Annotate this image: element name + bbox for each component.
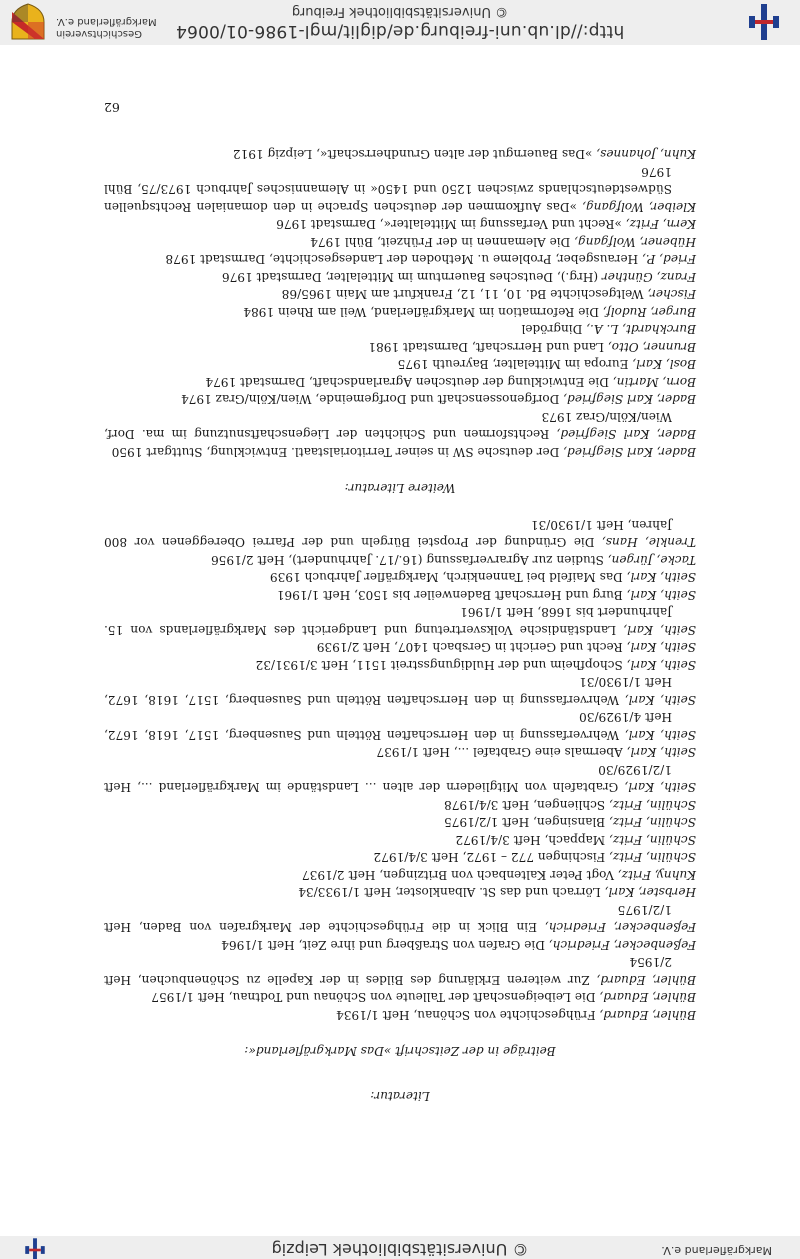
bibliography-entry [104,708,696,743]
section-heading: Literatur: [370,1089,430,1103]
bibliography-entry [104,285,696,303]
entry-author: Feßenbecker, Friedrich, [544,920,696,935]
entry-title: Herausgeber, Probleme u. Methoden der Landesgeschichte, Darmstadt 1978 [165,252,642,267]
bibliography-entry [104,761,696,796]
entry-title: Frühgeschichte von Schönau, Heft 1/1934 [336,1008,600,1022]
entry-title: Blansingen, Heft 1/2/1975 [443,815,610,830]
entry-title: Recht und Gericht in Gersbach 1407, Heft 2/1939 [316,640,627,655]
society-line-1: Geschichtsverein [56,28,142,39]
entry-title: Der deutsche SW in seiner Territorialstaatl. Entwicklung, Stuttgart 1950 [111,445,564,459]
entry-author: Bühler, Eduard, [599,1008,696,1022]
entry-author: Seith, Karl, [623,623,696,637]
entry-author: Seith, Karl, [626,570,696,585]
entry-title: Ein Blick in die Frühgeschichte der Markgrafen von Baden, Heft 1/2/1975 [104,903,672,935]
entry-title: »Recht und Verfassung im Mittelalter«, Darmstadt 1976 [276,217,626,232]
copyright-notice: © Universitätsbibliothek Freiburg [291,4,509,19]
bibliography-entry [104,813,696,831]
entry-title: Die Leibeigenschaft der Talleute von Schönau und Todtnau, Heft 1/1957 [151,990,600,1005]
entry-title: Die Reformation im Markgräflerland, Weil am Rhein 1984 [243,305,603,319]
bibliography-entry [104,373,696,391]
entry-title: Dorfgenossenschaft und Dorfgemeinde, Wien/Köln/Graz 1974 [180,392,564,407]
bibliography-entry [104,303,696,321]
source-url[interactable]: http://dl.ub.uni-freiburg.de/diglit/mgl-1986-01/0064 [175,21,625,41]
bibliography-entry [104,883,696,901]
entry-title: Europa im Mittelalter, Bayreuth 1975 [397,357,633,372]
bibliography-entry [104,250,696,268]
bibliography-entry [104,408,696,443]
entry-title: Rechtsformen und Schichten der Liegenschaftsnutzung im ma. Dorf, Wien/Köln/Graz 1973 [103,410,672,442]
entry-title: Lörrach und das St. Albankloster, Heft 1/1933/34 [298,885,605,900]
entry-author: Schülin, Fritz, [609,815,696,830]
society-name [56,15,157,39]
bibliography-entry [104,268,696,286]
neighbour-page-bar [0,1236,800,1259]
entry-title: Wehrverfassung in den Herrschaften Rötteln und Sausenberg, 1517, 1618, 1672, Heft 1/1930/31 [104,675,672,707]
bibliography-entry [104,743,696,761]
neighbour-page-copyright: © Universitätsbibliothek Leipzig [271,1240,529,1259]
entry-author: Seith, Karl, [626,588,696,602]
bibliography-entry [104,901,696,936]
bibliography-entry [104,1006,696,1024]
bibliography-entry [104,320,696,338]
society-line-2: Markgräflerland e.V. [56,16,157,27]
bibliography-entry [104,215,696,233]
entry-author: Kern, Fritz, [625,217,696,232]
neighbour-page-society: Markgräflerland e.V. [661,1244,772,1257]
entry-title: Dingrödel [521,322,587,337]
bibliography-entry [104,866,696,884]
bibliography-entry [104,145,696,163]
page-content [104,86,696,1104]
entry-author: Herbster, Karl, [604,885,696,900]
entry-title: Das Maifeld bei Tannenkirch, Markgräfler Jahrbuch 1939 [269,570,627,585]
entry-title: Studien zur Agrarverfassung (16./17. Jahrhundert), Heft 2/1956 [211,553,608,567]
entry-author: Seith, Karl, [626,640,696,655]
entry-author: Schülin, Fritz, [609,833,696,847]
entry-author: Bader, Karl Siegfried, [563,392,696,407]
bibliography-entry [104,551,696,569]
entry-author: Bader, Karl Siegfried, [556,427,696,442]
entry-title: Wehrverfassung in den Herrschaften Rötteln und Sausenberg, 1517, 1618, 1672, Heft 4/1929/30 [104,710,672,742]
bibliography-entry [104,443,696,461]
journal-subheading: Beiträge in der Zeitschrift »Das Markgräflerland«: [244,1044,556,1059]
entry-title: Weltgeschichte Bd. 10, 11, 12, Frankfurt am Main 1965/68 [281,287,648,302]
bibliography-entry [104,953,696,988]
bibliography-entry [104,848,696,866]
entry-title: Zur weiteren Erklärung des Bildes in der Kapelle zu Schönenbuchen, Heft 2/1954 [104,955,672,987]
entry-title: »Das Aufkommen der deutschen Sprache in den domanialen Rechtsquellen Südwestdeutschlands zwischen 1250 und 1450« in Alemannisches Jahrbuch 1973/75, Bühl 1976 [103,165,672,214]
bibliography-entry [104,390,696,408]
bibliography-entry [104,586,696,604]
bibliography-entry [104,163,696,216]
entry-author: Burckhardt, L. A., [586,322,696,337]
entry-author: Schülin, Fritz, [609,798,696,812]
entry-title: Schliengen, Heft 3/4/1978 [444,798,610,812]
entry-title: Abermals eine Grabtafel ..., Heft 1/1937 [376,745,627,760]
further-bibliography [104,145,696,460]
entry-author: Kuhny, Fritz, [617,868,696,882]
bibliography-entry [104,936,696,954]
entry-title: Die Alemannen in der Frühzeit, Bühl 1974 [310,235,575,249]
bibliography-entry [104,638,696,656]
bibliography-entry [104,355,696,373]
entry-author: Burger, Rudolf, [602,305,696,319]
entry-author: Fischer, [647,287,696,302]
coat-of-arms-icon [8,2,48,42]
entry-title: (Hrg.), Deutsches Bauerntum im Mittelalter, Darmstadt 1976 [221,270,602,284]
entry-title: Die Gründung der Propstei Bürgeln und der Pfarrei Obereggenen vor 800 Jahren, Heft 1/1930/31 [104,518,672,550]
entry-author: Seith, Karl, [624,780,696,795]
entry-author: Seith, Karl, [626,658,696,672]
bibliography-entry [104,831,696,849]
entry-author: Seith, Karl, [626,745,696,760]
entry-title: Schopfheim und der Huldigungsstreit 1511, Heft 3/1931/32 [255,658,627,672]
entry-author: Seith, Karl, [624,693,696,707]
entry-title: Grabtafeln von Mitgliedern der alten ... Landstände im Markgräflerland ..., Heft 1/2/1929/30 [104,763,672,795]
bibliography-entry [104,673,696,708]
journal-bibliography [104,516,696,1024]
entry-title: Burg und Herrschaft Badenweiler bis 1503, Heft 1/1961 [276,588,627,602]
entry-author: Hübener, Wolfgang, [574,235,696,249]
entry-author: Kuhn, Johannes, [596,147,696,162]
entry-title: Vogt Peter Kaltenbach von Britzingen, Heft 2/1937 [301,868,618,882]
entry-author: Franz, Günther [601,270,696,284]
further-literature-heading: Weitere Literatur: [344,481,456,496]
bibliography-entry [104,988,696,1006]
entry-title: Die Entwicklung der deutschen Agrarlandschaft, Darmstadt 1974 [205,375,613,389]
entry-author: Kleiber, Wolfgang, [582,200,696,214]
entry-author: Bühler, Eduard, [596,973,696,987]
ub-freiburg-logo-icon [22,1237,48,1259]
bibliography-entry [104,516,696,551]
bibliography-entry [104,568,696,586]
entry-author: Seith, Karl, [624,728,696,742]
entry-author: Brunner, Otto, [607,340,696,354]
entry-title: Fischingen 772 – 1972, Heft 3/4/1972 [373,850,610,865]
bibliography-entry [104,603,696,638]
entry-title: Die Grafen von Straßberg und ihre Zeit, Heft 1/1964 [221,938,549,952]
page-number: 62 [104,100,120,115]
bibliography-entry [104,338,696,356]
entry-author: Born, Martin, [612,375,696,389]
entry-author: Schülin, Fritz, [609,850,696,865]
entry-title: Landständische Volksvertretung und Landgericht des Markgräflerlands von 15. Jahrhundert bis 1668, Heft 1/1961 [104,605,672,637]
entry-author: Trenkle, Hans, [601,535,696,550]
bibliography-entry [104,233,696,251]
digitization-header [0,0,800,45]
entry-title: Mappach, Heft 3/4/1972 [455,833,610,847]
entry-author: Bader, Karl Siegfried, [563,445,696,459]
entry-author: Bühler, Eduard, [599,990,696,1005]
entry-author: Feßenbecker, Friedrich, [548,938,696,952]
bibliography-entry [104,796,696,814]
entry-author: Tacke, Jürgen, [607,553,696,567]
bibliography-entry [104,656,696,674]
entry-title: »Das Bauerngut der alten Grundherrschaft«, Leipzig 1912 [232,147,597,162]
entry-author: Bosl, Karl, [632,357,696,372]
entry-title: Land und Herrschaft, Darmstadt 1981 [368,340,608,354]
entry-author: Fried, P., [641,252,696,267]
